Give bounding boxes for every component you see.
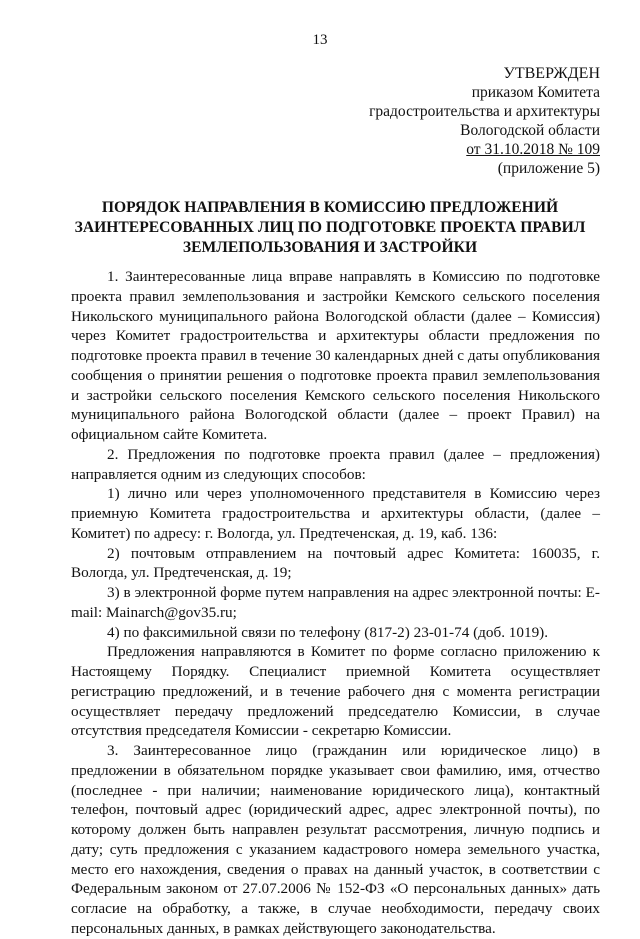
approval-date: от 31.10.2018 № 109 <box>466 141 600 158</box>
document-title-line-3: ЗЕМЛЕПОЛЬЗОВАНИЯ И ЗАСТРОЙКИ <box>182 239 478 256</box>
paragraph-1: 1. Заинтересованные лица вправе направлять в Комиссию по подготовке проекта правил землепользования и застройки Кемского сельского поселения Никольского муниципального района Вологодской области (далее – Комиссия) через Комитет градостроительства и архитектуры области предложения по подготовке проекта правил в течение 30 календарных дней с даты опубликования сообщения о принятии решения о подготовке проекта правил землепользования и застройки сельского поселения Кемского сельского поселения Никольского муниципального района Вологодской области (далее – проект Правил) на официальном сайте Комитета. <box>71 268 600 443</box>
document-body <box>71 267 600 939</box>
approval-line-2: градостроительства и архитектуры <box>369 103 600 120</box>
approval-title: УТВЕРЖДЕН <box>503 65 600 82</box>
page-number: 13 <box>312 32 328 48</box>
approval-line-3: Вологодской области <box>460 122 600 139</box>
paragraph-6: 4) по факсимильной связи по телефону (817-2) 23-01-74 (доб. 1019). <box>107 623 549 641</box>
approval-block <box>369 64 600 178</box>
paragraph-4: 2) почтовым отправлением на почтовый адрес Комитета: 160035, г. Вологда, ул. Предтеченская, д. 19; <box>71 544 600 582</box>
document-title <box>60 198 600 258</box>
approval-appendix: (приложение 5) <box>497 160 600 177</box>
paragraph-2: 2. Предложения по подготовке проекта правил (далее – предложения) направляется одним из следующих способов: <box>71 445 600 483</box>
approval-line-1: приказом Комитета <box>471 84 600 101</box>
paragraph-7: Предложения направляются в Комитет по форме согласно приложению к Настоящему Порядку. Специалист приемной Комитета осуществляет регистрацию предложений, и в течение рабочего дня с момента регистрации осуществляет передачу предложений председателю Комиссии, в случае отсутствия председателя Комиссии - секретарю Комиссии. <box>71 643 600 740</box>
paragraph-3: 1) лично или через уполномоченного представителя в Комиссию через приемную Комитета градостроительства и архитектуры области, (далее – Комитет) по адресу: г. Вологда, ул. Предтеченская, д. 19, каб. 136: <box>71 485 600 542</box>
paragraph-8: 3. Заинтересованное лицо (гражданин или юридическое лицо) в предложении в обязательном порядке указывает свои фамилию, имя, отчество (последнее - при наличии; наименование юридического лица), контактный телефон, почтовый адрес (юридический адрес, адрес электронной почты), по которому должен быть направлен результат рассмотрения, личную подпись и дату; суть предложения с указанием кадастрового номера земельного участка, место его нахождения, сведения о правах на данный участок, в соответствии с Федеральным законом от 27.07.2006 № 152-ФЗ «О персональных данных» дать согласие на обработку, а также, в случае необходимости, передачу своих персональных данных, в рамках действующего законодательства. <box>71 742 600 937</box>
document-title-line-2: ЗАИНТЕРЕСОВАННЫХ ЛИЦ ПО ПОДГОТОВКЕ ПРОЕКТА ПРАВИЛ <box>74 219 586 236</box>
paragraph-5: 3) в электронной форме путем направления на адрес электронной почты: E-mail: Mainarch@gov35.ru; <box>71 584 600 621</box>
document-title-line-1: ПОРЯДОК НАПРАВЛЕНИЯ В КОМИССИЮ ПРЕДЛОЖЕНИЙ <box>101 199 559 216</box>
